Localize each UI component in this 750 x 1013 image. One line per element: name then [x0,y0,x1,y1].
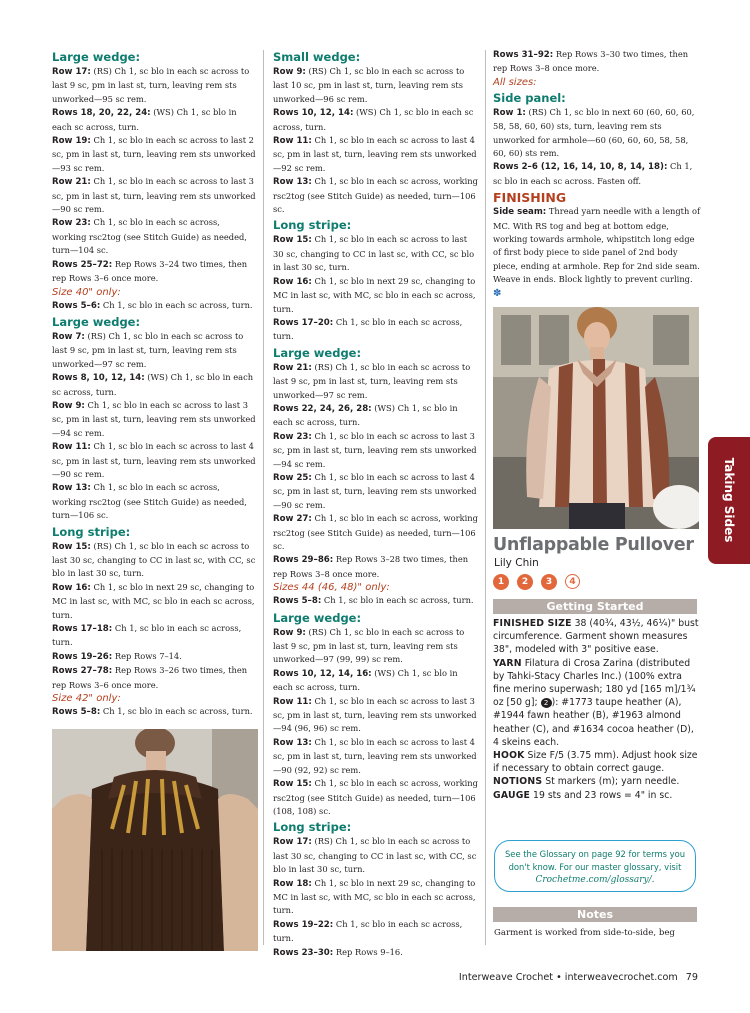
instruction-row [273,233,478,274]
row-label: Row 17: [52,67,91,77]
glossary-link[interactable]: Crochetme.com/glossary/. [535,875,655,885]
row-text: (WS) Ch 1, sc blo in each sc across, turn. [273,667,458,693]
row-text: Rep Rows 3–28 two times, then rep Rows 3–8 once more. [273,554,469,579]
instruction-row [52,650,256,664]
row-text: Ch 1, sc blo in each sc across to last 2 sc, pm in last st, turn, leaving rem sts unworked—93 sc rem. [52,135,256,173]
instruction-row [52,581,256,622]
instruction-row [273,626,478,667]
row-text: Rep Rows 3–26 two times, then rep Rows 3–6 once more. [52,665,248,690]
notions-info: NOTIONS St markers (m); yarn needle. [493,776,680,788]
row-label: Rows 19–22: [273,919,334,930]
finishing-heading: FINISHING [493,190,567,206]
row-text: (RS) Ch 1, sc blo in next 60 (60, 60, 60, 58, 58, 60, 60) sts, turn, leaving rem sts unworked for armhole—60 (60, 60, 60, 58, 58, 60, 60) sts rem. [493,106,695,159]
row-label: Rows 5–6: [52,300,101,311]
row-text: (WS) Ch 1, sc blo in each sc across, turn. [273,107,474,132]
row-label: Rows 10, 12, 14: [273,108,354,119]
designer-name: Lily Chin [494,557,539,569]
row-text: (RS) Ch 1, sc blo in each sc across to last 9 sc, pm in last st, turn, leaving rem sts unworked—97 sc rem. [52,330,244,369]
getting-started-details [493,617,701,802]
instruction-row [273,471,478,512]
yarn-weight-icon: 2 [541,698,552,708]
instruction-row [52,299,256,313]
instruction-row [273,946,478,960]
row-label: Rows 18, 20, 22, 24: [52,108,151,119]
row-text: (RS) Ch 1, sc blo in each sc across to last 9 sc, pm in last st, turn, leaving rem sts unworked—97 sc rem. [273,361,471,400]
row-label: Row 11: [52,442,91,453]
skill-level-1: 1 [493,574,509,590]
row-label: Row 7: [52,331,85,342]
page-number: 79 [685,972,698,983]
row-label: Row 25: [273,472,312,483]
row-label: Rows 25–72: [52,259,113,270]
instruction-row [273,835,478,876]
instruction-row [273,134,478,175]
row-text: (RS) Ch 1, sc blo in each sc across to last 10 sc, pm in last st, turn, leaving rem sts unworked—96 sc rem. [273,66,465,104]
row-label: Row 19: [52,136,91,147]
instruction-row [52,330,256,371]
row-text: Ch 1, sc blo in each sc across, turn. [52,623,242,648]
section-heading: Small wedge: [273,50,361,64]
row-label: Rows 19–26: [52,651,113,662]
row-text: Ch 1, sc blo in each sc across, working rsc2tog (see Stitch Guide) as needed, turn—104 sc. [52,217,247,256]
row-label: Row 23: [273,431,312,442]
row-text: Ch 1, sc blo in each sc across to last 4 sc, pm in last st, turn, leaving rem sts unworked—92 sc rem. [273,135,477,173]
section-tab: Taking Sides [708,437,750,564]
row-text: (WS) Ch 1, sc blo in each sc across, turn. [52,107,237,132]
row-text: Thread yarn needle with a length of MC. With RS tog and beg at bottom edge, working towards armhole, whipstitch long edge of first body piece to side panel of 2nd body piece, ending at armhole. Rep for 2nd side seam. Weave in ends. Block lightly to prevent curling. [493,206,701,285]
pullover-illustration [493,307,699,529]
row-label: Row 15: [273,779,312,790]
notes-heading: Notes [493,907,697,922]
column-divider [485,50,486,945]
row-label: Rows 17–20: [273,317,334,328]
yarn-info: YARN Filatura di Crosa Zarina (distributed by Tahki-Stacy Charles Inc.) (100% extra fine merino superwash; 180 yd [165 m]/1¾ oz [50 g]; 2 ): #1773 taupe heather (A), #1944 fawn heather (B), #1963 almond heather (C), and #1634 cocoa heather (D), 4 skeins each. [493,657,696,748]
instruction-row [273,175,478,216]
row-label: Row 9: [273,627,306,638]
row-text: Ch 1, sc blo in each sc across. Fasten off. [493,161,693,186]
instruction-row [273,106,478,134]
end-mark-icon: ✽ [493,287,502,299]
row-text: Ch 1, sc blo in each sc across to last 3 sc, pm in last st, turn, leaving rem sts unworked—94 (96, 96) sc rem. [273,695,477,734]
row-label: Row 27: [273,514,312,525]
row-label: Row 16: [273,276,312,287]
row-label: Rows 17–18: [52,624,113,635]
row-label: Rows 22, 24, 26, 28: [273,403,372,414]
instruction-row [52,664,256,692]
row-label: Row 1: [493,107,526,118]
row-label: Rows 8, 10, 12, 14: [52,373,145,384]
row-label: Row 13: [52,483,91,494]
row-text: Ch 1, sc blo in each sc across, working rsc2tog (see Stitch Guide) as needed, turn—106 sc. [273,176,478,215]
row-text: Ch 1, sc blo in each sc across, turn. [100,706,253,717]
row-text: (WS) Ch 1, sc blo in each sc across, turn. [273,402,458,428]
instruction-row [52,258,256,286]
tank-illustration [52,729,258,951]
photo-tank-back [52,729,258,951]
getting-started-heading: Getting Started [493,599,697,614]
instruction-row [52,134,256,175]
pattern-title: Unflappable Pullover [493,535,694,555]
instructions-column-2 [273,48,478,960]
instruction-row [273,361,478,402]
row-label: Rows 27–78: [52,666,113,677]
row-text: Ch 1, sc blo in each sc across, turn. [100,299,253,310]
row-text: Ch 1, sc blo in each sc across to last 3 sc, pm in last st, turn, leaving rem sts unworked—94 sc rem. [52,399,256,438]
row-text: (RS) Ch 1, sc blo in each sc across to last 9 sc, pm in last st, turn, leaving rem sts unworked—95 sc rem. [52,66,250,104]
row-text: Ch 1, sc blo in each sc across to last 4 sc, pm in last st, turn, leaving rem sts unworked—90 sc rem. [52,441,256,479]
glossary-callout: See the Glossary on page 92 for terms you don't know. For our master glossary, visit Crochetme.com/glossary/. [494,840,696,892]
row-text: Rep Rows 9–16. [333,946,403,957]
instructions-column-3 [493,48,703,300]
row-label: Row 17: [273,837,312,848]
row-label: Rows 10, 12, 14, 16: [273,668,372,679]
row-text: Ch 1, sc blo in each sc across, working rsc2tog (see Stitch Guide) as needed, turn—106 (108, 108) sc. [273,778,478,816]
instruction-row [273,430,478,471]
row-text: (RS) Ch 1, sc blo in each sc across to last 30 sc, changing to CC in last sc, with CC, sc blo in last 30 sc, turn. [52,540,256,579]
instruction-row [273,594,478,608]
section-heading: Long stripe: [273,218,352,233]
instructions-column-1 [52,48,256,719]
skill-level-indicator [493,574,580,590]
row-label: Row 11: [273,136,312,147]
row-text: Ch 1, sc blo in next 29 sc, changing to MC in last sc, with MC, sc blo in each sc across, turn. [273,275,476,314]
notes-text: Garment is worked from side-to-side, beg [494,928,675,938]
row-text: (RS) Ch 1, sc blo in each sc across to last 30 sc, changing to CC in last sc, with CC, sc blo in last 30 sc, turn. [273,836,477,875]
row-text: Ch 1, sc blo in each sc across, turn. [273,316,463,342]
instruction-row [273,877,478,918]
row-label: Row 21: [52,177,91,188]
row-label: Rows 23–30: [273,947,334,958]
instruction-row [273,695,478,736]
row-label: Rows 29–86: [273,555,334,566]
row-label: Rows 5–8: [52,707,101,718]
instruction-row [273,918,478,946]
instruction-row [52,399,256,440]
row-label: Row 18: [273,878,312,889]
skill-level-4: 4 [565,574,580,589]
instruction-row [273,777,478,818]
instruction-row [273,402,478,430]
instruction-row [52,440,256,481]
row-label: Row 11: [273,696,312,707]
row-text: Rep Rows 3–24 two times, then rep Rows 3–6 once more. [52,258,248,284]
row-label: Row 9: [273,67,306,77]
section-heading: Long stripe: [273,820,352,835]
row-label: Rows 5–8: [273,596,322,607]
row-text: Rep Rows 7–14. [112,650,182,661]
size-note: Size 40" only: [52,286,121,298]
footer-publication: Interweave Crochet • interweavecrochet.com [458,972,678,983]
row-label: Row 15: [52,541,91,552]
instruction-row [52,65,256,106]
row-text: Ch 1, sc blo in each sc across to last 4 sc, pm in last st, turn, leaving rem sts unworked—90 (92, 92) sc rem. [273,736,477,775]
instruction-row [493,106,703,161]
row-label: Row 15: [273,235,312,246]
section-heading: Large wedge: [273,345,362,360]
skill-level-3: 3 [541,574,557,590]
row-text: Ch 1, sc blo in each sc across to last 30 sc, changing to CC in last sc, with CC, sc blo in last 30 sc, turn. [273,234,475,273]
row-label: Rows 2–6 (12, 16, 14, 10, 8, 14, 18): [493,162,668,173]
row-text: Ch 1, sc blo in next 29 sc, changing to MC in last sc, with MC, sc blo in each sc across, turn. [52,581,255,620]
row-text: Ch 1, sc blo in each sc across to last 3 sc, pm in last st, turn, leaving rem sts unworked—90 sc rem. [52,176,256,215]
size-note: All sizes: [493,76,537,88]
instruction-row [52,371,256,399]
instruction-row [52,705,256,719]
row-text: Ch 1, sc blo in next 29 sc, changing to MC in last sc, with MC, sc blo in each sc across, turn. [273,877,476,916]
row-label: Row 16: [52,582,91,593]
row-label: Side seam: [493,207,547,218]
instruction-row [273,553,478,581]
size-note: Size 42" only: [52,693,121,705]
row-text: (RS) Ch 1, sc blo in each sc across to last 9 sc, pm in last st, turn, leaving rem sts unworked—97 (99, 99) sc rem. [273,626,465,665]
row-label: Row 23: [52,218,91,229]
instruction-row [273,316,478,344]
instruction-row [273,65,478,106]
section-heading: Large wedge: [52,314,141,329]
row-text: Ch 1, sc blo in each sc across, working rsc2tog (see Stitch Guide) as needed, turn—106 sc. [273,513,478,551]
row-text: Ch 1, sc blo in each sc across, turn. [273,918,463,944]
instruction-row [52,481,256,522]
row-text: (WS) Ch 1, sc blo in each sc across, turn. [52,372,254,397]
section-heading: Long stripe: [52,524,131,539]
photo-unflappable-pullover [493,307,699,529]
instruction-row [273,736,478,777]
size-note: Sizes 44 (46, 48)" only: [273,582,390,594]
column-divider [263,50,264,945]
instruction-row [52,540,256,581]
row-text: Ch 1, sc blo in each sc across to last 4 sc, pm in last st, turn, leaving rem sts unworked—90 sc rem. [273,471,477,510]
instruction-row [52,175,256,216]
row-label: Row 9: [52,400,85,411]
instruction-row [273,512,478,553]
gauge-info: GAUGE 19 sts and 23 rows = 4" in sc. [493,789,673,801]
finished-size: FINISHED SIZE 38 (40¾, 43½, 46¼)" bust circumference. Garment shown measures 38", modeled with 3" positive ease. [493,618,699,656]
row-text: Rep Rows 3–30 two times, then rep Rows 3–8 once more. [493,49,689,74]
instruction-row [52,216,256,257]
instruction-row [493,205,703,300]
row-text: Ch 1, sc blo in each sc across, turn. [321,595,474,606]
section-heading: Large wedge: [52,50,141,64]
row-label: Row 21: [273,362,312,373]
instruction-row [493,160,703,188]
instruction-row [52,106,256,134]
skill-level-2: 2 [517,574,533,590]
row-text: Ch 1, sc blo in each sc across, working rsc2tog (see Stitch Guide) as needed, turn—106 sc. [52,482,247,521]
instruction-row [493,48,703,76]
section-heading: Large wedge: [273,610,362,625]
page-footer [459,972,698,983]
section-heading: Side panel: [493,90,566,105]
row-text: Ch 1, sc blo in each sc across to last 3 sc, pm in last st, turn, leaving rem sts unworked—94 sc rem. [273,430,477,469]
row-label: Rows 31–92: [493,50,554,60]
instruction-row [273,275,478,316]
instruction-row [52,622,256,650]
instruction-row [273,667,478,695]
row-label: Row 13: [273,177,312,188]
row-label: Row 13: [273,737,312,748]
hook-info: HOOK Size F/5 (3.75 mm). Adjust hook size if necessary to obtain correct gauge. [493,750,698,775]
